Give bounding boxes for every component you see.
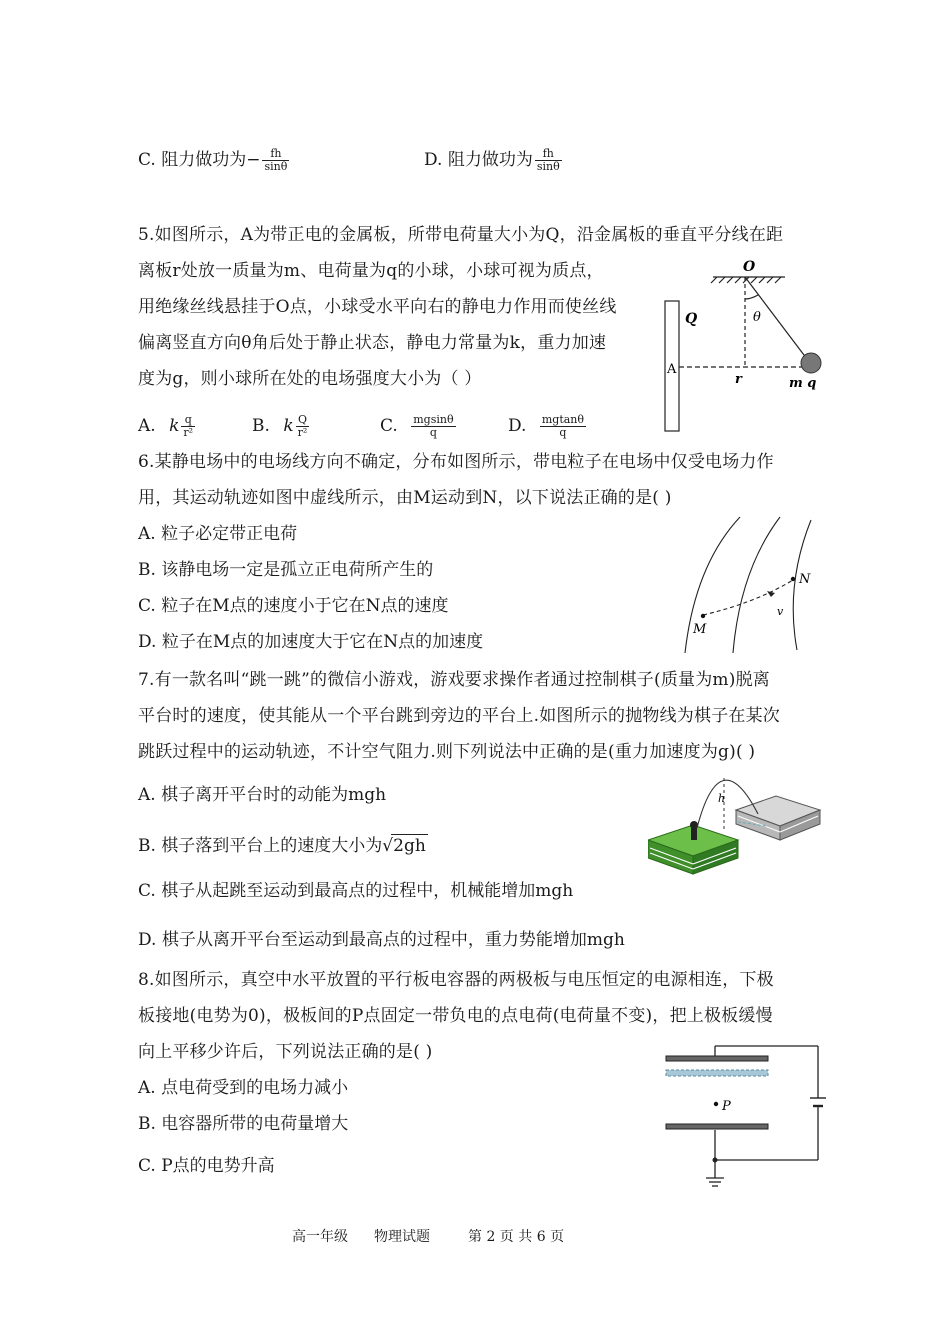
q8-capacitor-figure: [660, 1040, 830, 1195]
q6-fig-label-m: M: [693, 622, 707, 637]
q5-fig-label-a: A: [667, 362, 677, 377]
q8-fig-label-p: P: [722, 1099, 731, 1114]
q7-option-c: C. 棋子从起跳至运动到最高点的过程中，机械能增加mgh: [138, 881, 574, 901]
q5-option-b-fraction: $\frac{Q}{\text{r²}}$: [297, 413, 308, 439]
q4-option-c: [138, 148, 291, 173]
q5-stem-line5: 度为g，则小球所在处的电场强度大小为（ ）: [138, 369, 482, 389]
q5-pendulum-figure: [655, 255, 845, 440]
q7-jump-figure: [648, 770, 828, 880]
q8-option-a: A. 点电荷受到的电场力减小: [138, 1078, 349, 1098]
q4-option-d-fraction: $\frac{fh}{\sin\theta}$: [536, 147, 560, 173]
q5-stem-line4: 偏离竖直方向θ角后处于静止状态，静电力常量为k，重力加速: [138, 333, 607, 353]
q8-stem-line3: 向上平移少许后，下列说法正确的是( ): [138, 1042, 433, 1062]
q5-option-d-fraction: $\frac{mgtan\theta}{q}$: [541, 413, 585, 439]
footer-subject: 物理试题: [374, 1229, 430, 1245]
q5-fig-label-theta: θ: [753, 310, 761, 325]
q6-option-b: B. 该静电场一定是孤立正电荷所产生的: [138, 560, 434, 580]
q7-option-b: B. 棋子落到平台上的速度大小为√2gh: [138, 836, 426, 856]
footer-page: 第 2 页 共 6 页: [468, 1229, 565, 1245]
q8-stem-line1: 8.如图所示，真空中水平放置的平行板电容器的两极板与电压恒定的电源相连，下极: [138, 970, 774, 990]
q7-fig-label-h: h: [718, 792, 726, 805]
q5-option-a: A. k $\frac{q}{\text{r²}}$: [138, 413, 194, 439]
footer-grade: 高一年级: [292, 1229, 348, 1245]
q7-option-a: A. 棋子离开平台时的动能为mgh: [138, 785, 387, 805]
q6-option-c: C. 粒子在M点的速度小于它在N点的速度: [138, 596, 449, 616]
q5-option-c-fraction: $\frac{mgsin\theta}{q}$: [413, 413, 454, 439]
q8-stem-line2: 板接地(电势为0)，极板间的P点固定一带负电的点电荷(电荷量不变)，把上极板缓慢: [138, 1006, 773, 1026]
q8-option-c: C. P点的电势升高: [138, 1156, 275, 1176]
q4-option-d-text: D. 阻力做功为: [424, 150, 533, 170]
q7-stem-line3: 跳跃过程中的运动轨迹，不计空气阻力.则下列说法中正确的是(重力加速度为g)( ): [138, 742, 756, 762]
q5-options: [0, 410, 650, 444]
q5-option-c: C. $\frac{mgsin\theta}{q}$: [380, 413, 454, 439]
q7-option-d: D. 棋子从离开平台至运动到最高点的过程中，重力势能增加mgh: [138, 930, 625, 950]
q5-option-b: B. k $\frac{Q}{\text{r²}}$: [252, 413, 308, 439]
q7-stem-line1: 7.有一款名叫“跳一跳”的微信小游戏，游戏要求操作者通过控制棋子(质量为m)脱离: [138, 670, 770, 690]
q6-option-a: A. 粒子必定带正电荷: [138, 524, 298, 544]
q6-stem-line1: 6.某静电场中的电场线方向不确定，分布如图所示，带电粒子在电场中仅受电场力作: [138, 452, 774, 472]
q5-fig-label-q: Q: [685, 311, 698, 327]
q8-option-b: B. 电容器所带的电荷量增大: [138, 1114, 349, 1134]
q5-fig-label-mq: m q: [789, 376, 817, 391]
q4-option-c-fraction: $\frac{fh}{\sin\theta}$: [264, 147, 288, 173]
q5-stem-line3: 用绝缘丝线悬挂于O点，小球受水平向右的静电力作用而使丝线: [138, 297, 617, 317]
q7-option-b-radicand: 2gh: [393, 836, 426, 856]
q6-option-d: D. 粒子在M点的加速度大于它在N点的加速度: [138, 632, 484, 652]
q6-field-figure: [655, 515, 825, 655]
q5-option-d: D. $\frac{mgtan\theta}{q}$: [508, 413, 585, 439]
q5-option-a-fraction: $\frac{q}{\text{r²}}$: [183, 413, 194, 439]
q4-option-d: [424, 148, 564, 173]
q5-fig-label-r: r: [735, 372, 742, 387]
q5-fig-label-o: O: [743, 259, 756, 275]
q5-stem-line2: 离板r处放一质量为m、电荷量为q的小球，小球可视为质点，: [138, 261, 604, 281]
q7-stem-line2: 平台时的速度，使其能从一个平台跳到旁边的平台上.如图所示的抛物线为棋子在某次: [138, 706, 781, 726]
q6-fig-label-v: v: [777, 605, 784, 618]
q5-stem-line1: 5.如图所示，A为带正电的金属板，所带电荷量大小为Q，沿金属板的垂直平分线在距: [138, 225, 784, 245]
q4-option-c-text: C. 阻力做功为−: [138, 150, 261, 170]
q6-stem-line2: 用，其运动轨迹如图中虚线所示，由M运动到N，以下说法正确的是( ): [138, 488, 672, 508]
q6-fig-label-n: N: [799, 572, 811, 587]
